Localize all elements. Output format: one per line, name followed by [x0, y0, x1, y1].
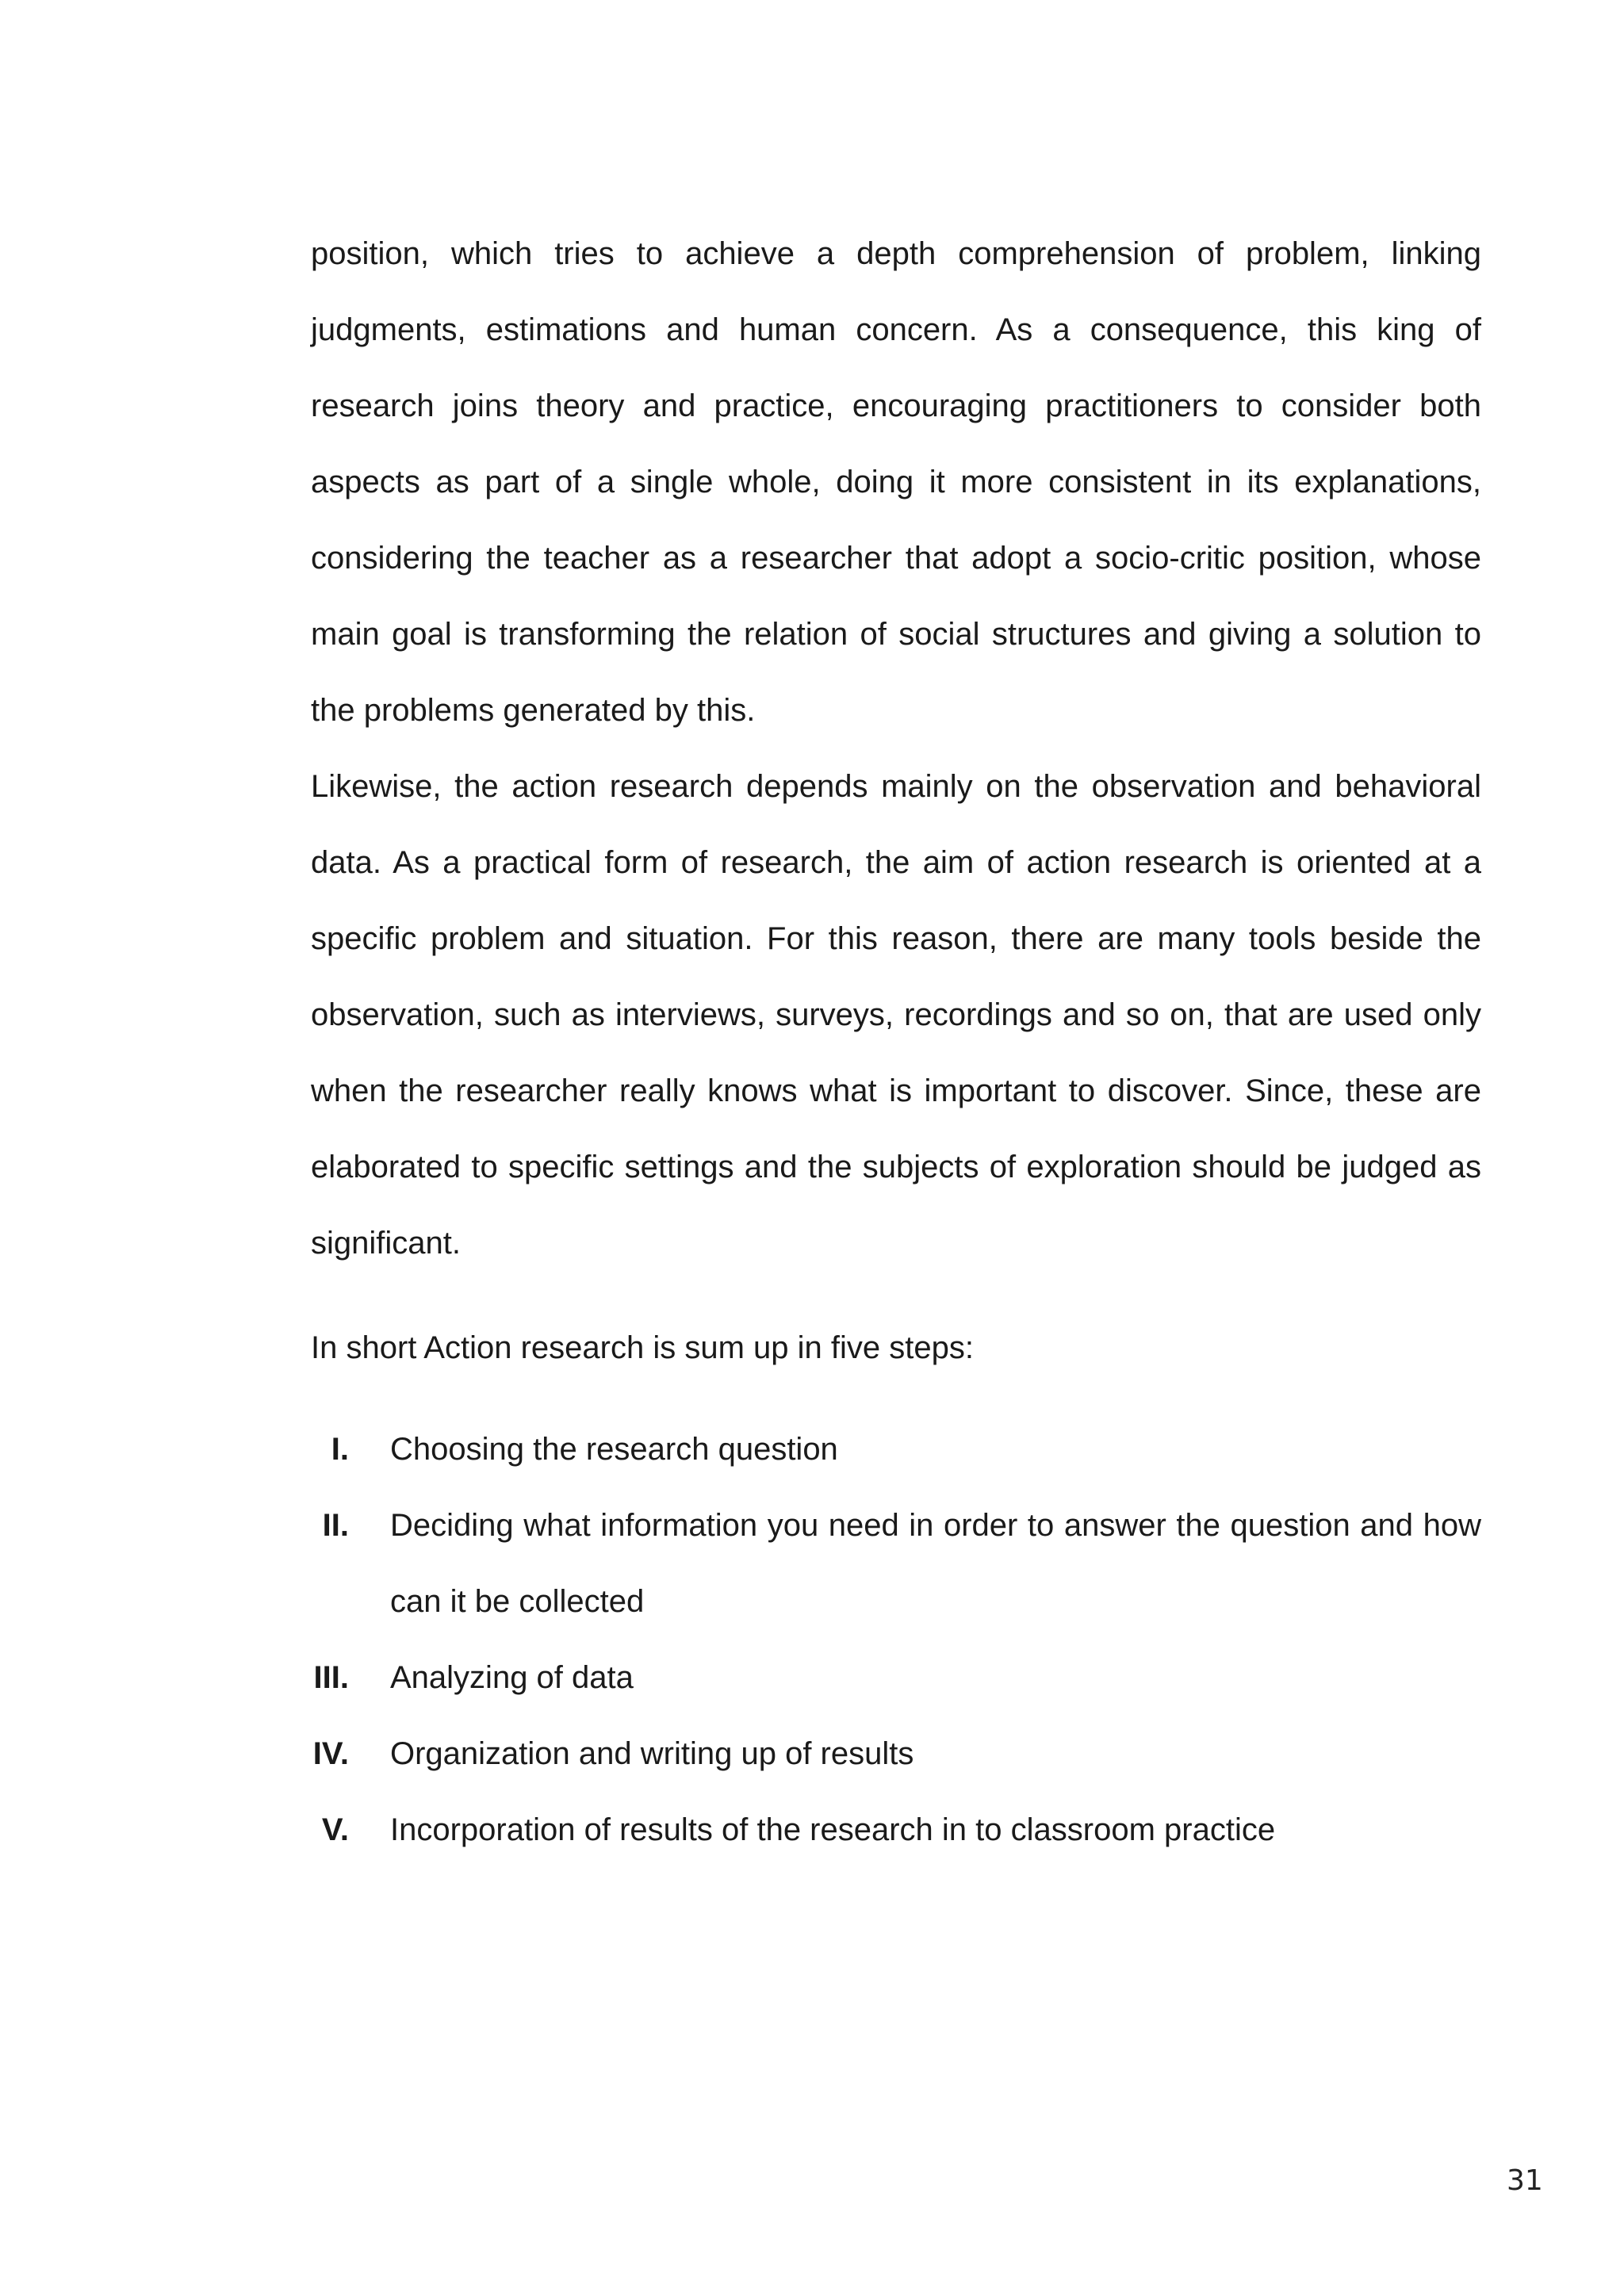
step-text: Choosing the research question: [390, 1432, 838, 1467]
step-numeral: IV.: [312, 1736, 349, 1771]
step-text: Incorporation of results of the research in to classroom practice: [390, 1812, 1276, 1847]
list-item: [285, 1411, 1481, 1487]
step-text: Analyzing of data: [390, 1660, 634, 1695]
paragraph-2: Likewise, the action research depends mainly on the observation and behavioral data. As a practical form of research, the aim of action research is oriented at a specific problem and situation. For this reason, there are many tools beside the observation, such as interviews, surveys, recordings and so on, that are used only when the researcher really knows what is important to discover. Since, these are elaborated to specific settings and the subjects of exploration should be judged as significant.: [311, 769, 1481, 1261]
step-numeral: V.: [321, 1812, 349, 1847]
steps-list: [285, 1411, 1481, 1868]
paragraph-1: position, which tries to achieve a depth comprehension of problem, linking judgments, estimations and human concern. As a consequence, this king of research joins theory and practice, encouraging practitioners to consider both aspects as part of a single whole, doing it more consistent in its explanations, considering the teacher as a researcher that adopt a socio-critic position, whose main goal is transforming the relation of social structures and giving a solution to the problems generated by this.: [311, 236, 1481, 728]
step-numeral: II.: [322, 1508, 349, 1543]
list-item: [285, 1640, 1481, 1716]
page-number: 31: [1507, 2164, 1543, 2197]
step-numeral: III.: [313, 1660, 349, 1695]
list-item: [285, 1792, 1481, 1868]
step-numeral: I.: [331, 1432, 349, 1467]
list-item: [285, 1716, 1481, 1792]
step-text: Deciding what information you need in order to answer the question and how can it be collected: [390, 1508, 1481, 1619]
steps-intro: In short Action research is sum up in five steps:: [311, 1330, 974, 1365]
list-item: [285, 1487, 1481, 1640]
step-text: Organization and writing up of results: [390, 1736, 914, 1771]
